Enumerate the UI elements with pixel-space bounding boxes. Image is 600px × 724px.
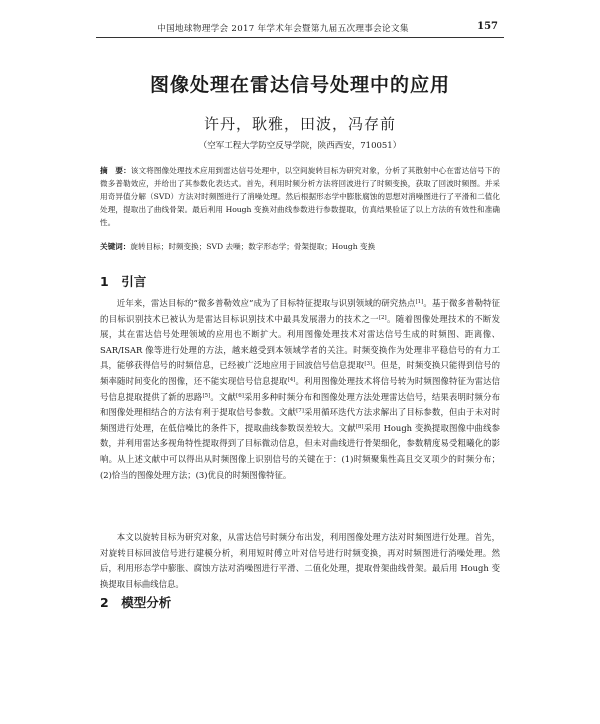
abstract-label: 摘 要： — [100, 166, 131, 175]
affiliation: （空军工程大学防空反导学院，陕西西安，710051） — [198, 141, 402, 151]
intro-paragraph-1: 近年来，雷达目标的“微多普勒效应”成为了目标特征提取与识别领域的研究热点[1]。基于微多普勒特征的目标识别技术已被认为是雷达目标识别技术中最具发展潜力的技术之一[2]。随着图像处理技术的不断发展，其在雷达信号处理领域的应用也不断扩大。利用图像处理技术对雷达信号生成的时频图、距离像、SAR/ISAR 像等进行处理的方法，越来越受到本领域学者的关注。时频变换作为处理非平稳信号的有力工具，能够获得信号的时频信息，已经被广泛地应用于回波信号信息提取[3]。但是，时频变换只能得到信号的频率随时间变化的图像，还不能实现信号信息提取[4]。利用图像处理技术将信号转为时频图像特征为雷达信号信息提取提供了新的思路[5]。文献[6]采用多种时频分布和图像处理方法处理雷达信号，结果表明时频分布和图像处理相结合的方法有利于提取信号参数。文献[7]采用循环迭代方法求解出了目标参数，但由于未对时频图进行处理，在低信噪比的条件下，提取曲线参数误差较大。文献[8]采用 Hough 变换提取图像中曲线参数，并利用雷达多视角特性提取得到了目标微动信息，但未对曲线进行骨架细化，参数精度易受粗曦化的影响。从上述文献中可以得出从时频图像上识别信号的关键在于：(1)时频聚集性高且交叉项少的时频分布；(2)恰当的图像处理方法；(3)优良的时频图像特征。 — [100, 298, 501, 480]
citation[interactable]: [7] — [296, 408, 304, 415]
running-header: 中国地球物理学会 2017 年学术年会暨第九届五次理事会论文集 — [157, 24, 409, 34]
paper-title: 图像处理在雷达信号处理中的应用 — [149, 74, 450, 96]
citation[interactable]: [2] — [378, 314, 387, 321]
citation[interactable]: [8] — [355, 423, 364, 430]
page-number: 157 — [477, 21, 498, 32]
citation[interactable]: [3] — [364, 361, 373, 368]
citation[interactable]: [6] — [236, 392, 244, 399]
intro-paragraph-2: 本文以旋转目标为研究对象，从雷达信号时频分布出发，利用图像处理方法对时频图进行处理。首先，对旋转目标回波信号进行建模分析，利用短时傅立叶对信号进行时频变换，再对时频图进行消噪处理。然后，利用形态学中膨胀、腐蚀方法对消噪图进行平滑、二值化处理，提取骨架曲线骨架。最后用 Hough 变换提取目标曲线信息。 — [100, 532, 500, 589]
citation[interactable]: [1] — [415, 299, 424, 305]
keywords-text: 旋转目标；时频变换；SVD 去噪；数字形态学；骨架提取；Hough 变换 — [130, 242, 376, 251]
author-list: 许丹，耿雅，田波，冯存前 — [203, 115, 396, 133]
keywords-label: 关键词： — [100, 242, 131, 251]
abstract — [100, 164, 500, 229]
section-heading-model-analysis: 2 模型分析 — [100, 595, 172, 610]
header-rule — [96, 37, 504, 38]
citation[interactable]: [4] — [287, 376, 296, 383]
keywords — [100, 240, 500, 253]
section-heading-introduction: 1 引言 — [100, 274, 147, 289]
citation[interactable]: [5] — [202, 392, 211, 399]
abstract-text: 该文将图像处理技术应用到雷达信号处理中，以空间旋转目标为研究对象，分析了其散射中心在雷达信号下的微多普勒效应，并给出了其参数化表达式。首先，利用时频分析方法将回波进行了时频变换，获取了回波时频图。并采用奇异值分解（SVD）方法对时频图进行了消噪处理。然后根据形态学中膨胀腐蚀的思想对消噪图进行了平滑和二值化处理，提取出了曲线骨架。最后利用 Hough 变换对曲线参数进行参数提取，仿真结果验证了以上方法的有效性和准确性。 — [100, 166, 500, 227]
